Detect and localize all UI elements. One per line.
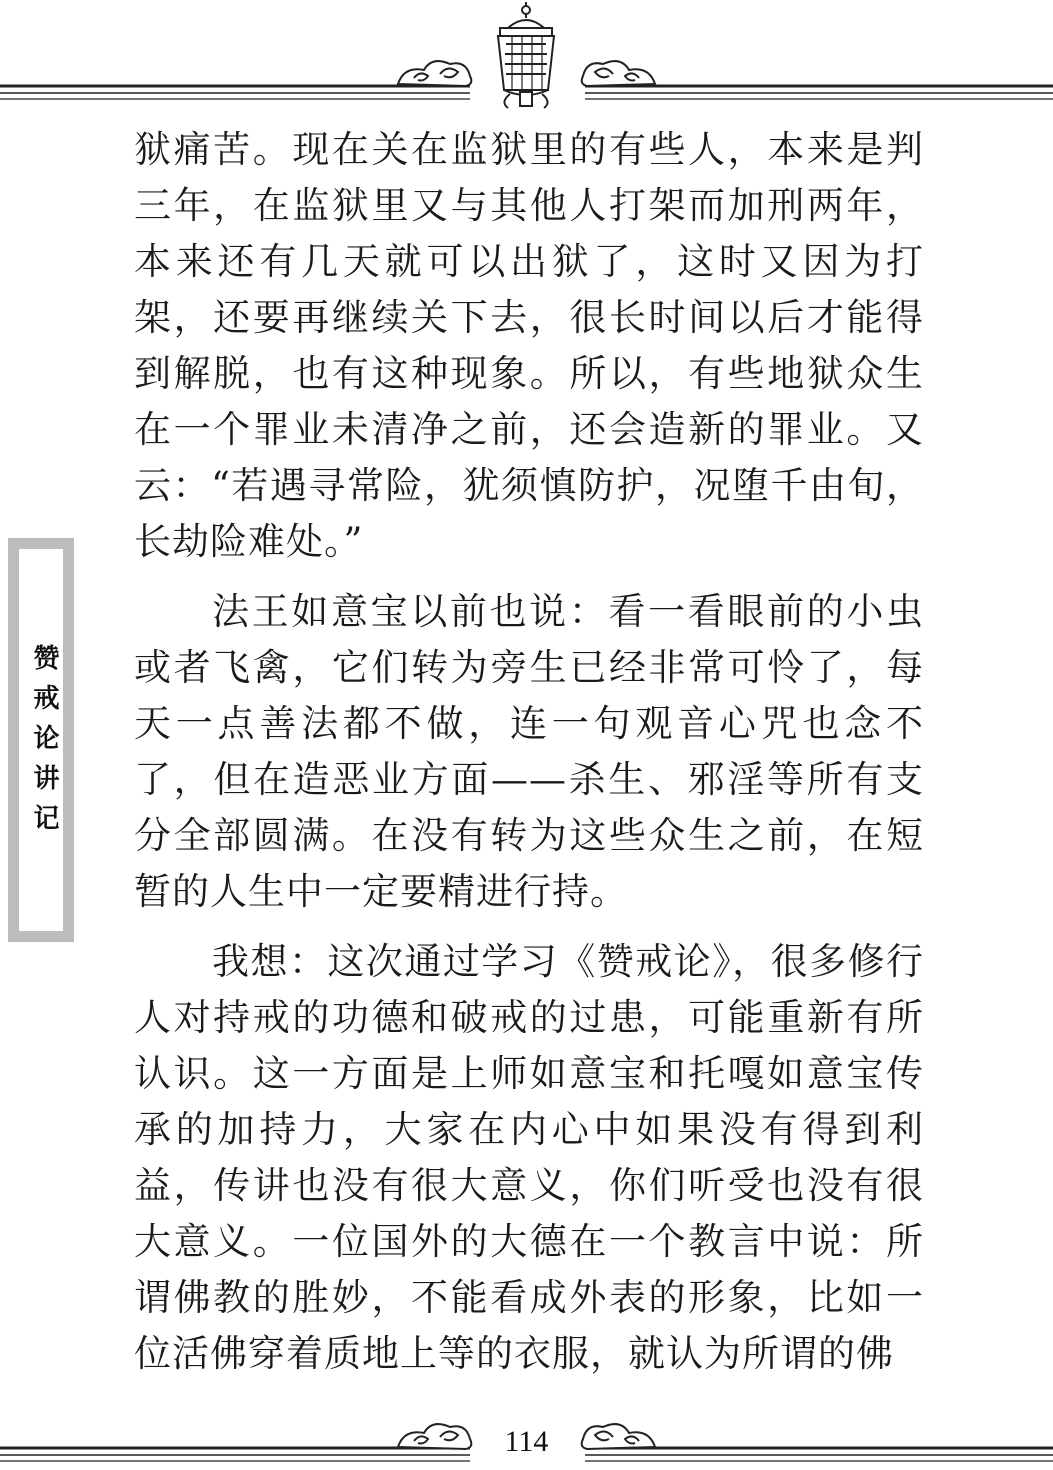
page-body <box>134 122 924 1382</box>
header-rules-svg <box>0 0 1053 115</box>
side-book-title: 赞戒论讲记 <box>29 644 59 844</box>
paragraph-3: 我想：这次通过学习《赞戒论》，很多修行人对持戒的功德和破戒的过患，可能重新有所认识。这一方面是上师如意宝和托嘎如意宝传承的加持力，大家在内心中如果没有得到利益，传讲也没有很大意义，你们听受也没有很大意义。一位国外的大德在一个教言中说：所谓佛教的胜妙，不能看成外表的形象，比如一位活佛穿着质地上等的衣服，就认为所谓的佛 <box>134 940 924 1375</box>
page-header-ornament <box>0 0 1053 115</box>
left-cloud-icon <box>398 61 471 86</box>
page-number: 114 <box>504 1425 549 1458</box>
paragraph-1: 狱痛苦。现在关在监狱里的有些人，本来是判三年，在监狱里又与其他人打架而加刑两年，本来还有几天就可以出狱了，这时又因为打架，还要再继续关下去，很长时间以后才能得到解脱，也有这种现象。所以，有些地狱众生在一个罪业未清净之前，还会造新的罪业。又云：“若遇寻常险，犹须慎防护，况堕千由旬，长劫险难处。” <box>134 128 924 563</box>
victory-banner-icon <box>498 2 554 108</box>
right-cloud-icon <box>582 61 655 86</box>
paragraph-2: 法王如意宝以前也说：看一看眼前的小虫或者飞禽，它们转为旁生已经非常可怜了，每天一点善法都不做，连一句观音心咒也念不了，但在造恶业方面——杀生、邪淫等所有支分全部圆满。在没有转为这些众生之前，在短暂的人生中一定要精进行持。 <box>134 590 924 913</box>
side-book-title-tab <box>8 538 74 942</box>
side-tab-inner <box>19 549 63 931</box>
